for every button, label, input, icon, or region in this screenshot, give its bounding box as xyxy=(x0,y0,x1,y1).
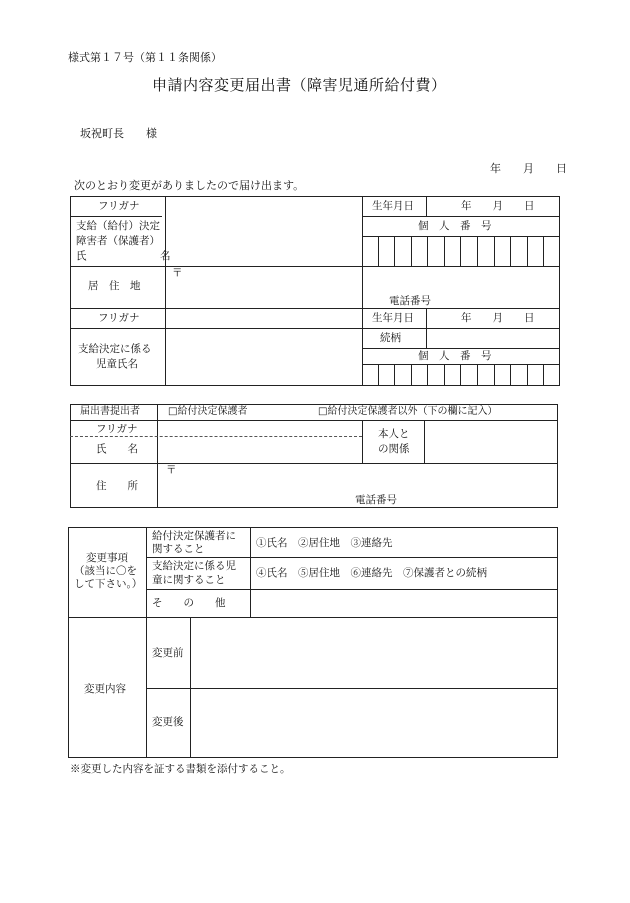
change-items-line2: （該当に〇を xyxy=(74,565,137,577)
divider xyxy=(146,557,558,558)
before-label: 変更前 xyxy=(152,647,184,659)
guardian-row-line1: 給付決定保護者に xyxy=(152,530,236,542)
addressee: 坂祝町長 様 xyxy=(80,127,157,140)
submitter-option-other[interactable]: □給付決定保護者以外（下の欄に記入） xyxy=(318,406,498,417)
submitter-furigana-label: フリガナ xyxy=(96,423,138,435)
submitter-name-label: 氏 名 xyxy=(96,443,138,455)
after-label: 変更後 xyxy=(152,716,184,728)
applicant-label-line3: 氏 名 xyxy=(76,250,171,262)
submitter-option-guardian[interactable]: □給付決定保護者 xyxy=(168,406,248,417)
divider xyxy=(426,196,427,216)
divider xyxy=(70,266,560,267)
divider xyxy=(362,216,560,217)
applicant-label-line2: 障害者（保護者） xyxy=(76,235,160,247)
divider xyxy=(146,527,147,758)
divider xyxy=(426,308,427,328)
guardian-row-line2: 関すること xyxy=(152,543,205,555)
my-number-cells[interactable] xyxy=(362,236,560,266)
divider xyxy=(70,436,362,437)
change-content-label: 変更内容 xyxy=(84,683,126,695)
submitter-label: 届出書提出者 xyxy=(80,406,140,417)
relation-label: 続柄 xyxy=(380,332,401,344)
child-dob-value[interactable]: 年 月 日 xyxy=(461,312,535,324)
dob-value[interactable]: 年 月 日 xyxy=(461,200,535,212)
footnote: ※変更した内容を証する書類を添付すること。 xyxy=(70,763,291,775)
submission-date[interactable]: 年 月 日 xyxy=(490,162,567,175)
relation-line1: 本人と xyxy=(378,428,410,440)
divider xyxy=(70,420,558,421)
child-my-number-label: 個 人 番 号 xyxy=(418,350,492,362)
guardian-options[interactable]: ①氏名 ②居住地 ③連絡先 xyxy=(256,537,393,549)
other-row-label: そ の 他 xyxy=(152,597,226,609)
child-furigana-label: フリガナ xyxy=(98,312,140,324)
child-my-number-cells[interactable] xyxy=(362,364,560,386)
applicant-label-line1: 支給（給付）決定 xyxy=(76,220,160,232)
child-label-line2: 児童氏名 xyxy=(96,358,138,370)
child-options[interactable]: ④氏名 ⑤居住地 ⑥連絡先 ⑦保護者との続柄 xyxy=(256,567,487,579)
relation-line2: の関係 xyxy=(378,443,410,455)
divider xyxy=(68,617,558,618)
dob-label: 生年月日 xyxy=(372,200,414,212)
child-label-line1: 支給決定に係る xyxy=(78,343,152,355)
form-number: 様式第１７号（第１１条関係） xyxy=(68,51,222,64)
change-items-line3: して下さい。） xyxy=(74,578,143,590)
divider xyxy=(70,328,560,329)
after-content-field[interactable] xyxy=(192,690,556,756)
divider xyxy=(70,216,162,217)
submitter-phone-label: 電話番号 xyxy=(355,494,397,506)
phone-label: 電話番号 xyxy=(389,295,431,307)
postal-mark: 〒 xyxy=(172,267,183,279)
child-row-line1: 支給決定に係る児 xyxy=(152,560,236,572)
child-row-line2: 童に関すること xyxy=(152,574,226,586)
divider xyxy=(70,463,558,464)
divider xyxy=(362,348,560,349)
submitter-postal-mark: 〒 xyxy=(166,464,177,476)
divider xyxy=(362,420,363,463)
address-label: 居 住 地 xyxy=(88,280,141,292)
divider xyxy=(426,328,427,348)
child-dob-label: 生年月日 xyxy=(372,312,414,324)
divider xyxy=(146,589,558,590)
submitter-address-label: 住 所 xyxy=(96,480,138,492)
divider xyxy=(70,308,560,309)
before-content-field[interactable] xyxy=(192,619,556,686)
my-number-label: 個 人 番 号 xyxy=(418,220,492,232)
intro-text: 次のとおり変更がありましたので届け出ます。 xyxy=(74,179,305,192)
divider xyxy=(424,420,425,463)
change-items-line1: 変更事項 xyxy=(86,552,128,564)
divider xyxy=(146,688,558,689)
divider xyxy=(250,527,251,617)
divider xyxy=(165,196,166,386)
furigana-label: フリガナ xyxy=(98,200,140,212)
page-title: 申請内容変更届出書（障害児通所給付費） xyxy=(152,76,447,94)
